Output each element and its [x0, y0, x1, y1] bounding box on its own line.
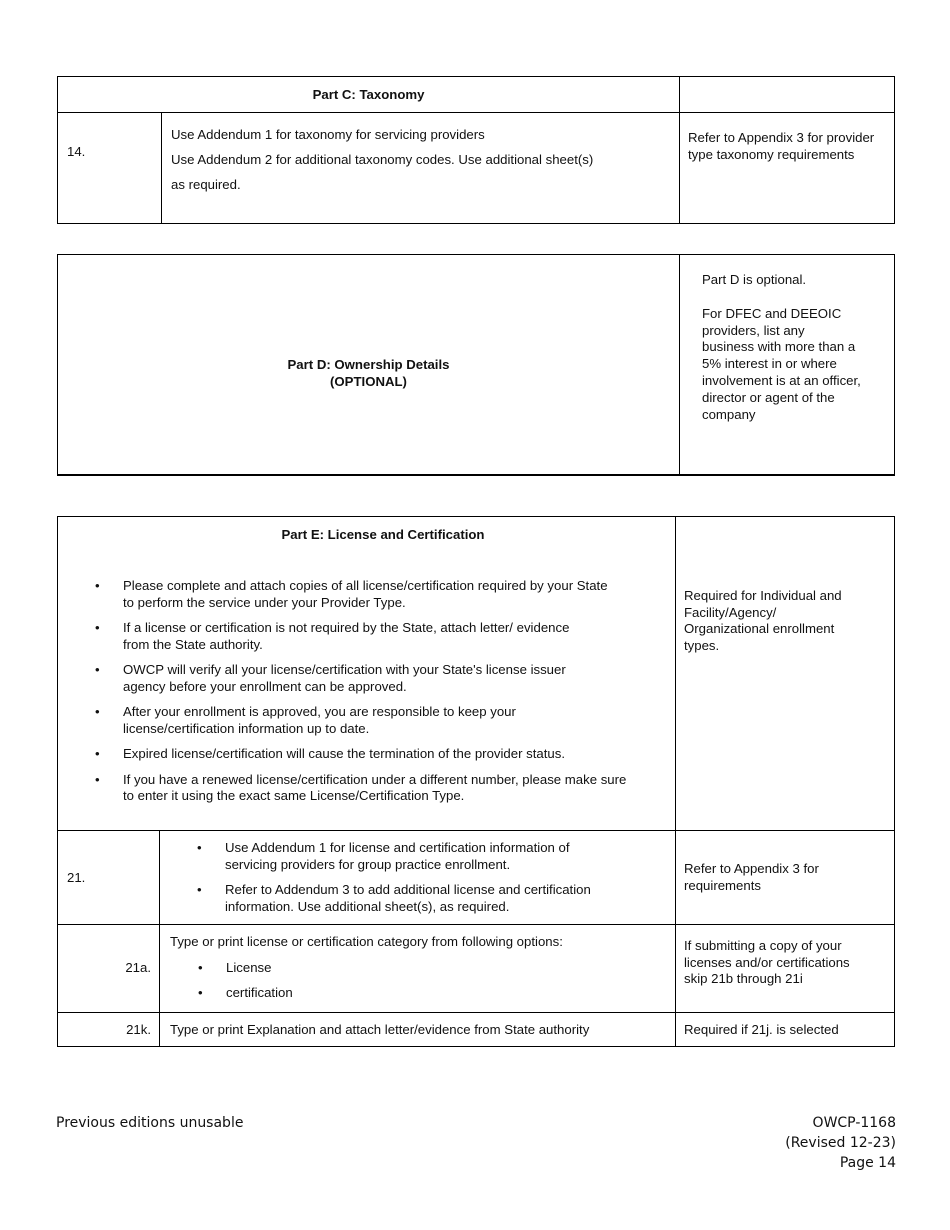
part-d-note-line: company [702, 406, 756, 422]
row-21a-options [198, 959, 670, 1002]
part-d-header-line-2: (OPTIONAL) [330, 373, 407, 389]
part-e-bullet: • Please complete and attach copies of all license/certification required by your State to perform the service under your Provider Type. [95, 578, 608, 610]
footer-form-number: OWCP-1168 [812, 1115, 896, 1131]
part-d-header-line-1: Part D: Ownership Details [287, 357, 450, 372]
row-21-number: 21. [67, 870, 86, 885]
footer-revised: (Revised 12-23) [785, 1135, 896, 1151]
part-d-header [58, 357, 679, 390]
part-d-note-optional: Part D is optional. [702, 272, 807, 287]
row-14-note-line-1: Refer to Appendix 3 for provider [688, 130, 875, 145]
part-d-table [57, 254, 895, 476]
footer-page-number: Page 14 [839, 1155, 896, 1171]
part-e-bullet: • If you have a renewed license/certification under a different number, please make sure to enter it using the exact same License/Certification Type. [95, 771, 627, 803]
part-d-note-line: 5% interest in or where [702, 356, 837, 372]
part-c-header: Part C: Taxonomy [312, 87, 425, 102]
footer-right [785, 1113, 896, 1173]
part-e-table [57, 516, 895, 1047]
row-21a-option: • License [198, 959, 272, 975]
row-21k-text: Type or print Explanation and attach letter/evidence from State authority [170, 1022, 590, 1037]
part-e-note: Required for Individual and Facility/Agency/ Organizational enrollment types. [684, 588, 842, 653]
row-21k-number: 21k. [126, 1022, 151, 1037]
part-d-note [702, 272, 892, 423]
row-21k-note: Required if 21j. is selected [684, 1022, 839, 1037]
part-d-note-line: providers, list any [702, 322, 805, 338]
row-21-note: Refer to Appendix 3 for requirements [684, 861, 819, 893]
row-14-note-line-2: type taxonomy requirements [688, 146, 855, 162]
part-d-note-line: For DFEC and DEEOIC [702, 305, 842, 321]
part-c-table [57, 76, 895, 224]
part-e-bullet: • Expired license/certification will cause the termination of the provider status. [95, 746, 565, 761]
part-e-bullet: • If a license or certification is not required by the State, attach letter/ evidence from the State authority. [95, 620, 570, 652]
row-14-text [171, 122, 671, 197]
row-14-line-2: Use Addendum 2 for additional taxonomy codes. Use additional sheet(s) [171, 152, 594, 167]
row-21a-instruction: Type or print license or certification category from following options: [170, 934, 563, 949]
row-14-line-3: as required. [171, 177, 241, 192]
row-14-note [688, 130, 888, 163]
part-d-note-line: director or agent of the [702, 389, 835, 405]
part-d-note-line: involvement is at an officer, [702, 372, 861, 388]
row-21a-text [170, 934, 670, 1002]
part-e-header: Part E: License and Certification [281, 527, 485, 542]
part-e-bullet: • After your enrollment is approved, you are responsible to keep your license/certification information up to date. [95, 704, 516, 736]
row-21-bullet: • Use Addendum 1 for license and certification information of servicing providers for group practice enrollment. [197, 840, 570, 872]
row-21a-note: If submitting a copy of your licenses and/or certifications skip 21b through 21i [684, 938, 850, 986]
part-e-bullet: • OWCP will verify all your license/certification with your State's license issuer agency before your enrollment can be approved. [95, 662, 566, 694]
footer-left: Previous editions unusable [56, 1115, 244, 1131]
row-21-bullet: • Refer to Addendum 3 to add additional license and certification information. Use additional sheet(s), as required. [197, 882, 591, 914]
row-21-bullet-list [197, 840, 665, 915]
part-e-bullet-list [95, 578, 663, 805]
row-21a-option: • certification [198, 985, 293, 1000]
row-14-line-1: Use Addendum 1 for taxonomy for servicing providers [171, 127, 485, 142]
row-21a-number: 21a. [125, 960, 151, 975]
part-d-note-line: business with more than a [702, 339, 856, 355]
row-14-number: 14. [67, 144, 86, 159]
